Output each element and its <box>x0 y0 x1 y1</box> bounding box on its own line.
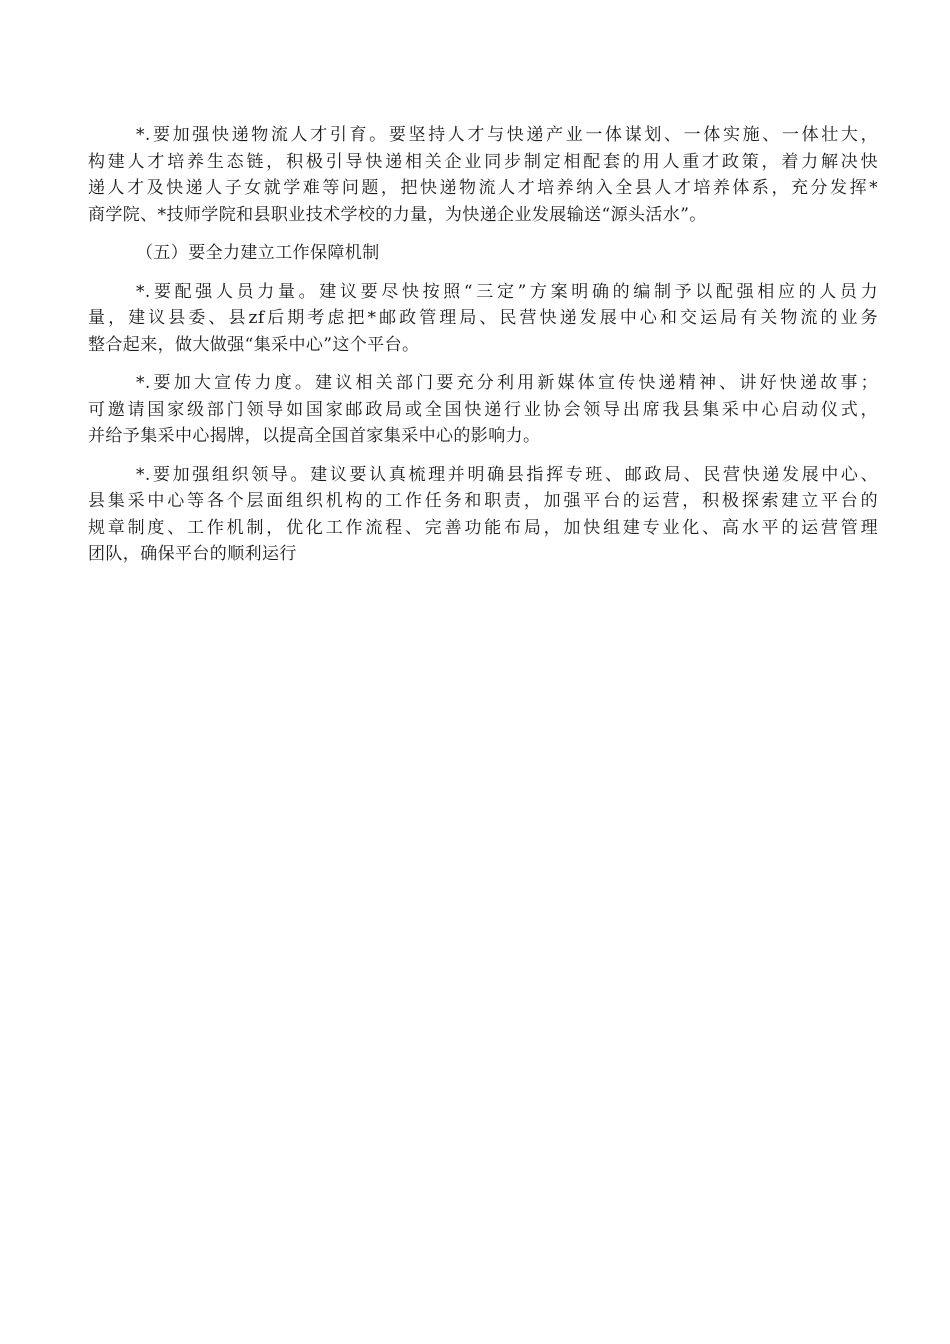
paragraph-talent <box>88 122 878 228</box>
text-line: 可邀请国家级部门领导如国家邮政局或全国快递行业协会领导出席我县集采中心启动仪式， <box>88 399 878 420</box>
text-line: *.要加强快递物流人才引育。要坚持人才与快递产业一体谋划、一体实施、一体壮大， <box>136 125 878 145</box>
text-line: 规章制度、工作机制，优化工作流程、完善功能布局，加快组建专业化、高水平的运营管理 <box>88 517 878 538</box>
text-line: *.要配强人员力量。建议要尽快按照“三定”方案明确的编制予以配强相应的人员力 <box>136 281 878 302</box>
text-line: 团队，确保平台的顺利运行 <box>88 544 297 564</box>
text-line: 县集采中心等各个层面组织机构的工作任务和职责，加强平台的运营，积极探索建立平台的 <box>88 491 878 511</box>
paragraph-staffing <box>88 279 878 359</box>
document-page <box>88 122 878 580</box>
text-line: 商学院、*技师学院和县职业技术学校的力量，为快递企业发展输送“源头活水”。 <box>88 204 707 225</box>
text-line: 递人才及快递人子女就学难等问题，把快递物流人才培养纳入全县人才培养体系，充分发挥* <box>88 178 878 198</box>
heading-text: （五）要全力建立工作保障机制 <box>136 243 380 263</box>
paragraph-publicity <box>88 370 878 450</box>
text-line: *.要加强组织领导。建议要认真梳理并明确县指挥专班、邮政局、民营快递发展中心、 <box>136 464 878 485</box>
text-line: 整合起来，做大做强“集采中心”这个平台。 <box>88 334 420 355</box>
section-heading <box>88 240 878 267</box>
paragraph-leadership <box>88 462 878 568</box>
text-line: *.要加大宣传力度。建议相关部门要充分利用新媒体宣传快递精神、讲好快递故事； <box>136 373 878 393</box>
text-line: 构建人才培养生态链，积极引导快递相关企业同步制定相配套的用人重才政策，着力解决快 <box>88 151 878 172</box>
text-line: 量，建议县委、县zf后期考虑把*邮政管理局、民营快递发展中心和交运局有关物流的业务 <box>88 308 878 328</box>
text-line: 并给予集采中心揭牌，以提高全国首家集采中心的影响力。 <box>88 426 541 446</box>
